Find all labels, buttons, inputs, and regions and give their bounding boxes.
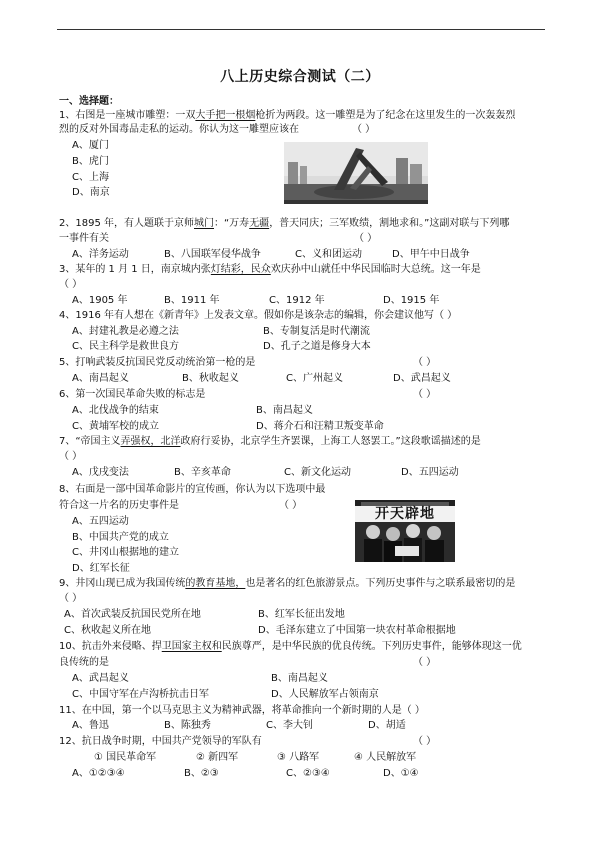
q1-line1: 1、右图是一座城市雕塑：一双大手把一根烟枪折为两段。这一雕塑是为了纪念在这里发生的一次轰轰烈 <box>59 110 516 121</box>
q4-option-a: A、封建礼教是必遵之法 <box>72 326 179 337</box>
q8-line2: 符合这一片名的历史事件是 <box>59 500 179 511</box>
q9-answer-bracket: （ ） <box>59 593 83 604</box>
q1-option-c: C、上海 <box>72 172 109 183</box>
q6-option-b: B、南昌起义 <box>256 405 313 416</box>
q12-item-1: ① 国民革命军 <box>94 752 157 763</box>
q6-option-c: C、黄埔军校的成立 <box>72 421 159 432</box>
q1-option-a: A、厦门 <box>72 140 109 151</box>
q3-option-b: B、1911 年 <box>164 295 220 306</box>
q11-option-c: C、李大钊 <box>266 720 313 731</box>
q12-item-3: ③ 八路军 <box>277 752 320 763</box>
q12-option-b: B、②③ <box>184 768 219 779</box>
q12-option-a: A、①②③④ <box>72 768 125 779</box>
q12-item-2: ② 新四军 <box>196 752 239 763</box>
q12-item-4: ④ 人民解放军 <box>354 752 417 763</box>
q4-option-b: B、专制复活是时代潮流 <box>263 326 370 337</box>
q6-line1: 6、第一次国民革命失败的标志是 <box>59 389 206 400</box>
q12-answer-bracket: （ ） <box>413 736 437 747</box>
q9-option-a: A、首次武装反抗国民党所在地 <box>64 609 201 620</box>
q7-option-c: C、新文化运动 <box>284 467 351 478</box>
q8-option-b: B、中国共产党的成立 <box>72 532 169 543</box>
q8-option-d: D、红军长征 <box>72 563 130 574</box>
q10-option-c: C、中国守军在卢沟桥抗击日军 <box>72 689 209 700</box>
q11-line1: 11、在中国，第一个以马克思主义为精神武器，将革命推向一个新时期的人是（ ） <box>59 705 425 716</box>
q2-option-c: C、义和团运动 <box>295 249 362 260</box>
q12-option-d: D、①④ <box>383 768 419 779</box>
q3-option-c: C、1912 年 <box>269 295 325 306</box>
q2-line1: 2、1895 年，有人题联于京师城门：“万寿无疆，普天同庆；三军败绩，割地求和。”这副对联与下列哪 <box>59 218 510 229</box>
q5-line1: 5、打响武装反抗国民党反动统治第一枪的是 <box>59 357 256 368</box>
q2-answer-bracket: （ ） <box>354 233 378 244</box>
q10-option-b: B、南昌起义 <box>271 673 328 684</box>
q8-line1: 8、右面是一部中国革命影片的宣传画，你认为以下选项中最 <box>59 484 326 495</box>
q9-line1: 9、井冈山现已成为我国传统的教育基地，也是著名的红色旅游景点。下列历史事件与之联系最密切的是 <box>59 578 516 589</box>
q1-line2: 烈的反对外国毒品走私的运动。你认为这一雕塑应该在 <box>59 124 299 135</box>
q5-option-d: D、武昌起义 <box>393 373 451 384</box>
q3-option-a: A、1905 年 <box>72 295 128 306</box>
poster-headline: 开天辟地 <box>355 506 455 522</box>
q11-option-a: A、鲁迅 <box>72 720 109 731</box>
movie-poster <box>355 500 455 562</box>
q1-answer-bracket: （ ） <box>352 124 376 135</box>
q2-option-b: B、八国联军侵华战争 <box>164 249 261 260</box>
q7-option-a: A、戊戌变法 <box>72 467 129 478</box>
header-rule <box>57 29 545 30</box>
q10-line1: 10、抗击外来侵略、捍卫国家主权和民族尊严，是中华民族的优良传统。下列历史事件，能够体现这一优 <box>59 641 522 652</box>
q4-option-c: C、民主科学是救世良方 <box>72 341 179 352</box>
q7-option-d: D、五四运动 <box>401 467 459 478</box>
q10-answer-bracket: （ ） <box>413 657 437 668</box>
q9-option-c: C、秋收起义所在地 <box>64 625 151 636</box>
q5-option-c: C、广州起义 <box>286 373 343 384</box>
q10-option-a: A、武昌起义 <box>72 673 129 684</box>
q5-answer-bracket: （ ） <box>413 357 437 368</box>
q12-line1: 12、抗日战争时期，中国共产党领导的军队有 <box>59 736 262 747</box>
q8-option-a: A、五四运动 <box>72 516 129 527</box>
q5-option-b: B、秋收起义 <box>182 373 239 384</box>
q9-option-b: B、红军长征出发地 <box>258 609 345 620</box>
q9-option-d: D、毛泽东建立了中国第一块农村革命根据地 <box>258 625 456 636</box>
q3-answer-bracket: （ ） <box>59 279 83 290</box>
q6-option-a: A、北伐战争的结束 <box>72 405 159 416</box>
q3-option-d: D、1915 年 <box>383 295 440 306</box>
q3-line1: 3、某年的 1 月 1 日，南京城内张灯结彩，民众欢庆孙中山就任中华民国临时大总统。这一年是 <box>59 264 481 275</box>
q11-option-b: B、陈独秀 <box>164 720 211 731</box>
section-heading: 一、选择题： <box>59 96 119 107</box>
q2-line2: 一事件有关 <box>59 233 109 244</box>
q4-option-d: D、孔子之道是修身大本 <box>263 341 371 352</box>
q6-answer-bracket: （ ） <box>413 389 437 400</box>
q8-answer-bracket: （ ） <box>279 500 303 511</box>
q2-option-d: D、甲午中日战争 <box>392 249 470 260</box>
q11-option-d: D、胡适 <box>368 720 406 731</box>
q5-option-a: A、南昌起义 <box>72 373 129 384</box>
q4-line1: 4、1916 年有人想在《新青年》上发表文章。假如你是该杂志的编辑，你会建议他写（ ） <box>59 310 458 321</box>
q8-option-c: C、井冈山根据地的建立 <box>72 547 179 558</box>
q10-option-d: D、人民解放军占领南京 <box>271 689 379 700</box>
q7-line1: 7、“帝国主义弄强权，北洋政府行妥协，北京学生齐罢课，上海工人怒罢工。”这段歌谣描述的是 <box>59 436 481 447</box>
q7-answer-bracket: （ ） <box>59 451 83 462</box>
q12-option-c: C、②③④ <box>286 768 330 779</box>
q2-option-a: A、洋务运动 <box>72 249 129 260</box>
q7-option-b: B、辛亥革命 <box>174 467 231 478</box>
q6-option-d: D、蒋介石和汪精卫叛变革命 <box>256 421 384 432</box>
q10-line2: 良传统的是 <box>59 657 109 668</box>
page-title: 八上历史综合测试（二） <box>220 69 380 85</box>
q1-option-d: D、南京 <box>72 187 110 198</box>
q1-option-b: B、虎门 <box>72 156 109 167</box>
sculpture-photo <box>284 142 428 204</box>
